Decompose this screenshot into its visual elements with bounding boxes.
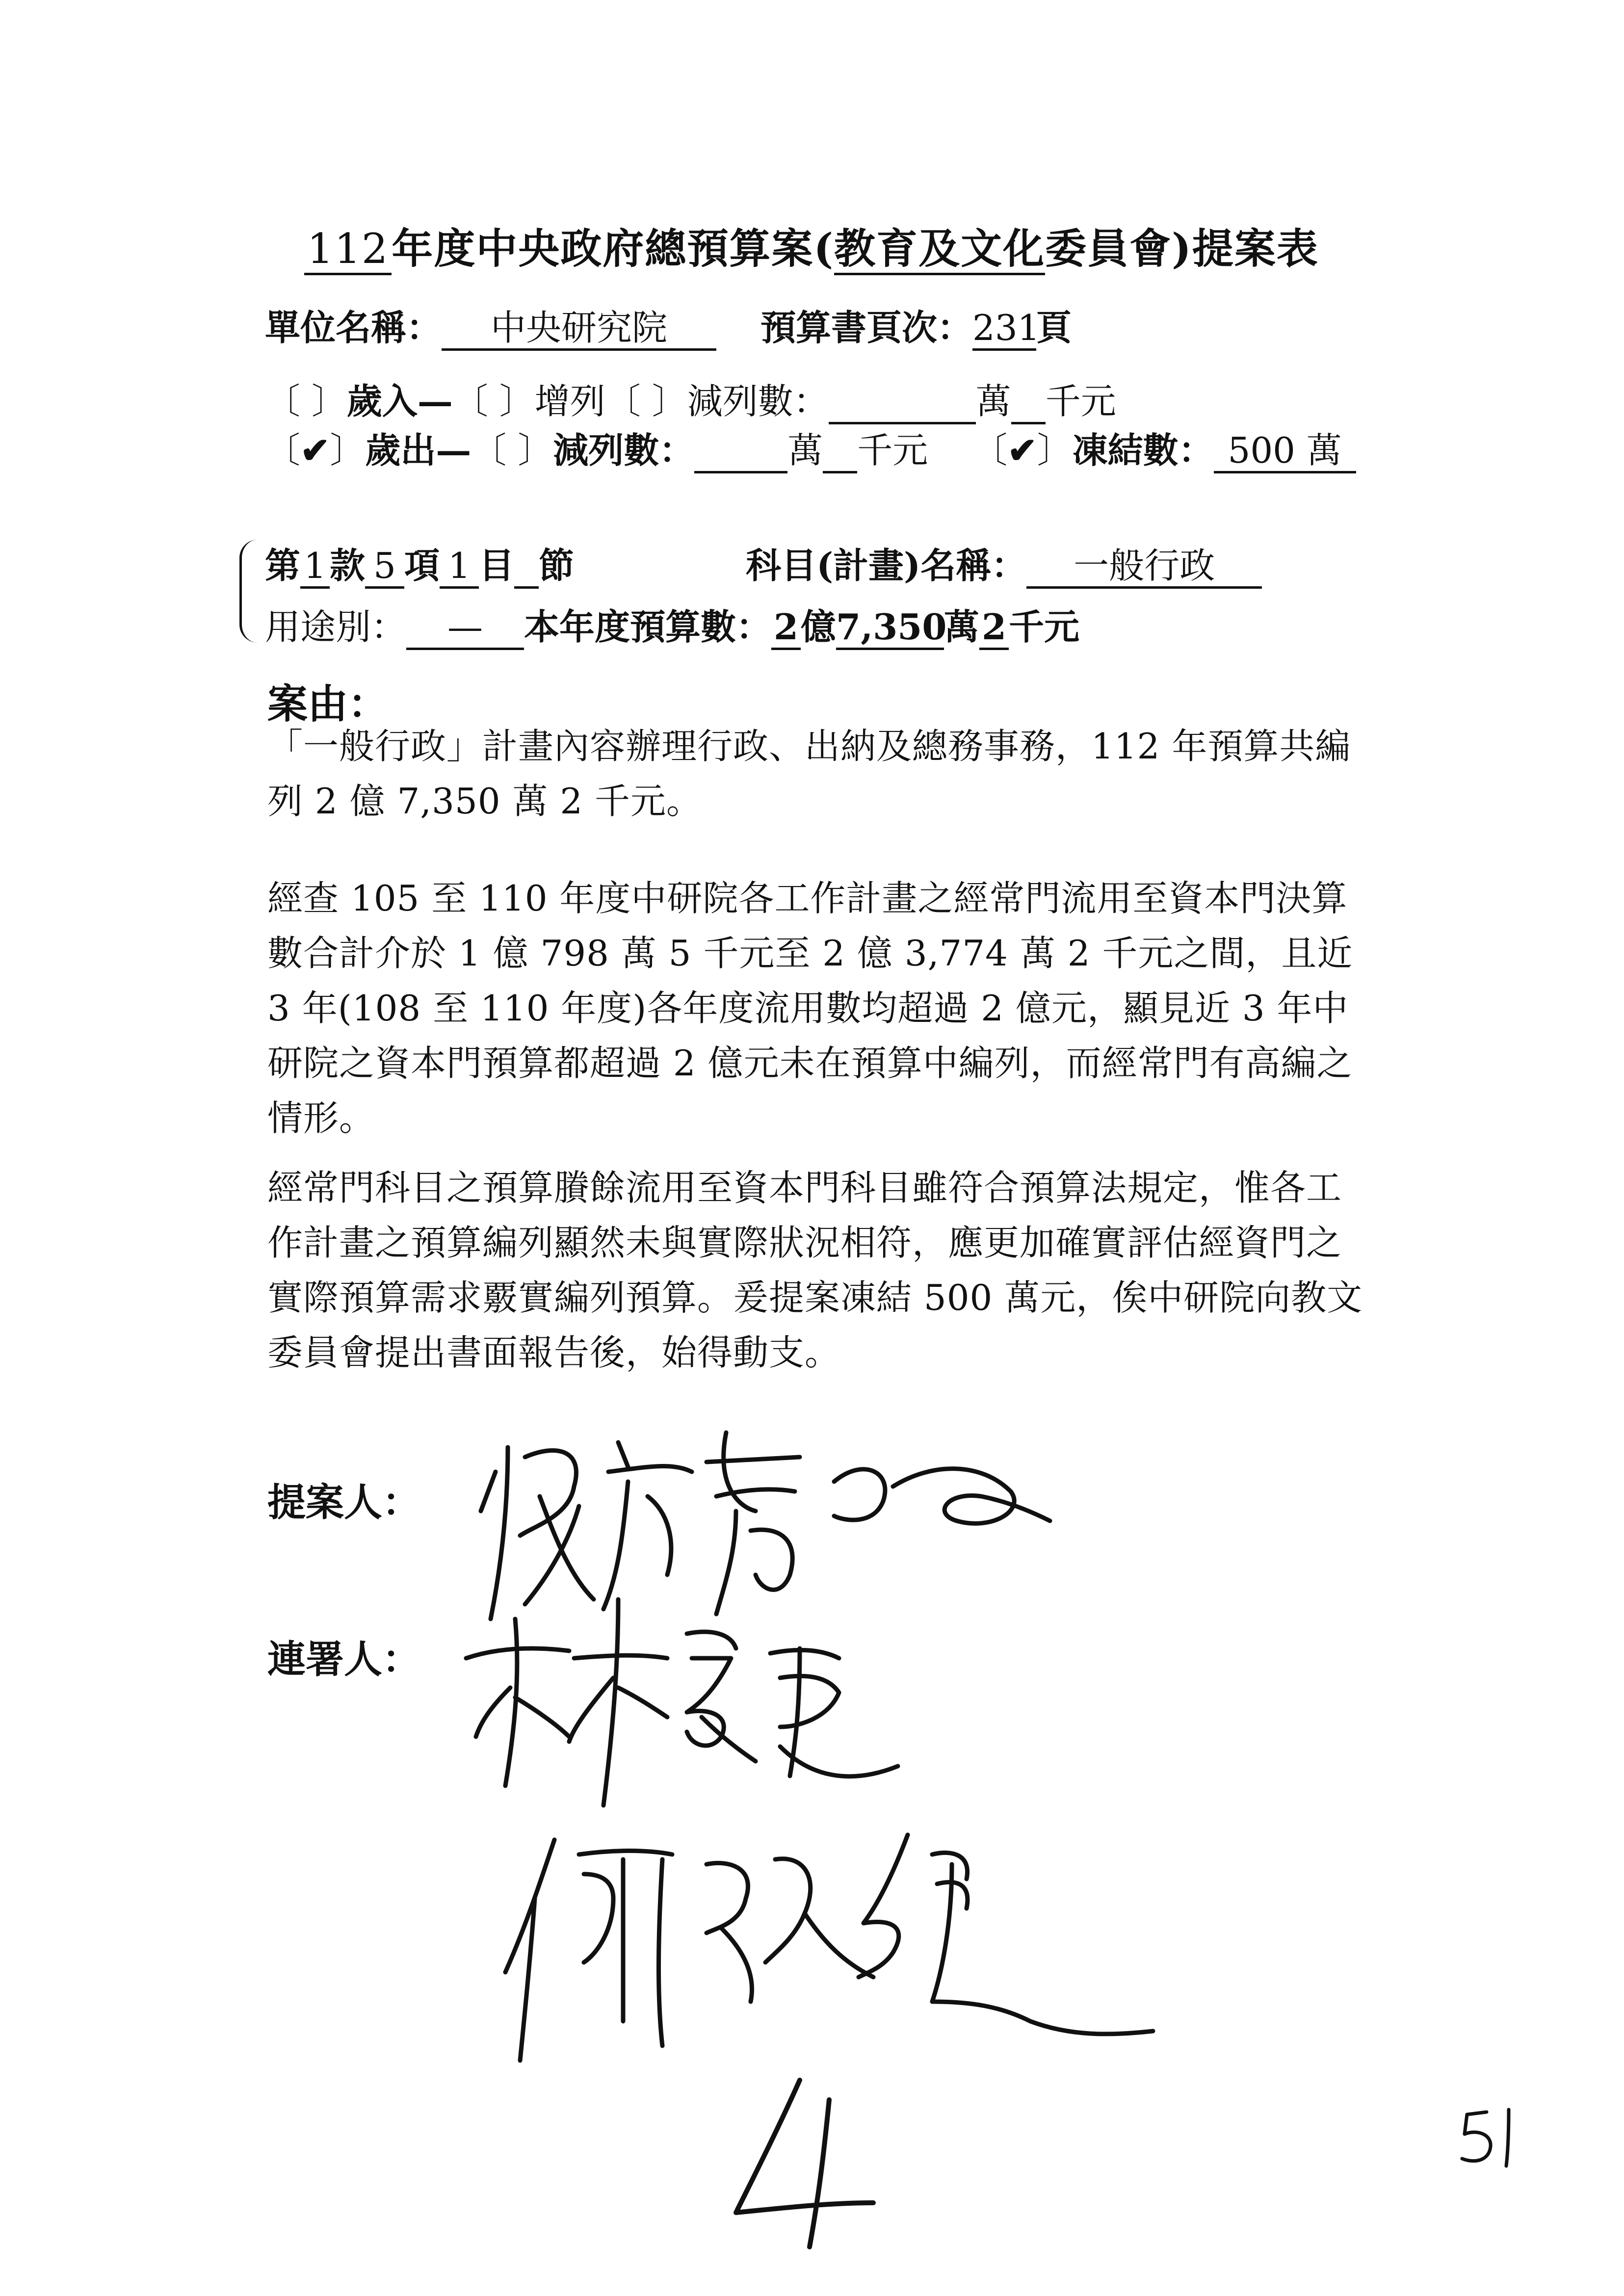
cosigner-signature-2 — [500, 1815, 1158, 2070]
expenditure-box-open: 〔 — [265, 430, 301, 471]
page-ref-label: 預算書頁次： — [760, 307, 973, 348]
revenue-wan-blank — [829, 381, 976, 424]
budget-qian: 2 — [979, 607, 1009, 650]
handwritten-page-number-glyph — [1457, 2105, 1526, 2168]
decrease-checkbox: 〔 〕 — [605, 381, 687, 422]
item-xiang-no: 5 — [365, 546, 404, 589]
item-kuan-no: 1 — [300, 546, 330, 589]
expenditure-decrease-checkbox: 〔 〕 — [471, 430, 553, 471]
expenditure-wan-blank — [694, 430, 787, 473]
proposer-label: 提案人： — [267, 1480, 421, 1525]
cosigner-signature-1 — [456, 1590, 922, 1815]
item-di: 第 — [265, 545, 301, 586]
expenditure-box-close: 〕 — [330, 430, 366, 471]
freeze-check-mark-icon: ✔ — [1007, 429, 1037, 471]
freeze-label: 凍結數： — [1072, 429, 1214, 471]
increase-label: 增列 — [534, 381, 605, 422]
expenditure-qian-unit: 千元 — [857, 430, 928, 471]
expenditure-label: 歲出— — [365, 429, 471, 471]
title-prefix: 年度中央政府總預算案( — [392, 224, 835, 273]
cosigner-label: 連署人： — [267, 1637, 421, 1682]
handwritten-number — [726, 2070, 883, 2257]
item-jie: 節 — [539, 545, 575, 586]
handwritten-four-glyph — [726, 2070, 883, 2257]
title-committee: 教育及文化 — [834, 224, 1045, 275]
page-ref-value: 231 — [972, 308, 1036, 351]
budget-wan: 7,350 — [836, 607, 944, 650]
check-mark-icon: ✔ — [300, 429, 330, 471]
unit-value: 中央研究院 — [442, 308, 716, 351]
page-number — [1457, 2105, 1526, 2168]
item-kuan: 款 — [330, 545, 366, 586]
budget-qian-unit: 千元 — [1009, 606, 1080, 648]
reason-paragraph-1: 「一般行政」計畫內容辦理行政、出納及總務事務，112 年預算共編列 2 億 7,350 萬 2 千元。 — [267, 726, 1351, 822]
revenue-qian-unit: 千元 — [1045, 381, 1116, 422]
item-mu-no: 1 — [440, 546, 479, 589]
freeze-value: 500 萬 — [1214, 430, 1356, 473]
unit-row — [265, 299, 1072, 351]
item-jie-blank — [514, 546, 539, 589]
item-xiang: 項 — [404, 545, 440, 586]
revenue-decrease-label: 減列數： — [687, 381, 829, 422]
budget-label: 本年度預算數： — [524, 606, 772, 648]
freeze-box-open: 〔 — [972, 430, 1008, 471]
revenue-checkbox: 〔 〕 — [265, 381, 347, 422]
revenue-label: 歲入— — [346, 380, 453, 422]
revenue-qian-blank — [1011, 381, 1046, 424]
reason-paragraph-3: 經常門科目之預算賸餘流用至資本門科目雖符合預算法規定，惟各工作計畫之預算編列顯然未與實際狀況相符，應更加確實評估經資門之實際預算需求覈實編列預算。爰提案凍結 500 萬元，俟中研院向教文委員會提出書面報告後，始得動支。 — [267, 1167, 1363, 1373]
page-ref-suffix: 頁 — [1036, 307, 1072, 348]
expenditure-decrease-label: 減列數： — [553, 429, 695, 471]
form-title — [304, 216, 1319, 275]
handwritten-number-text — [726, 2070, 727, 2071]
purpose-budget-row — [265, 599, 1079, 650]
title-suffix: 委員會)提案表 — [1045, 224, 1319, 273]
increase-checkbox: 〔 〕 — [452, 381, 535, 422]
item-brace — [239, 540, 258, 643]
title-year: 112 — [304, 225, 392, 275]
expenditure-qian-blank — [823, 430, 857, 473]
revenue-wan-unit: 萬 — [975, 381, 1011, 422]
subject-value: 一般行政 — [1026, 546, 1262, 589]
freeze-box-close: 〕 — [1037, 430, 1073, 471]
budget-item-row — [265, 537, 1262, 589]
subject-label: 科目(計畫)名稱： — [746, 545, 1027, 586]
reason-paragraph-2: 經查 105 至 110 年度中研院各工作計畫之經常門流用至資本門決算數合計介於 1 億 798 萬 5 千元至 2 億 3,774 萬 2 千元之間，且近 3 年(108 至 110 年度)各年度流用數均超過 2 億元，顯見近 3 年中研院之資本門預算都超過 2 億元未在預算中編列，而經常門有高編之情形。 — [267, 878, 1353, 1139]
purpose-label: 用途別： — [265, 606, 407, 648]
item-mu: 目 — [479, 545, 515, 586]
budget-yi-unit: 億 — [801, 606, 837, 648]
purpose-value: — — [406, 607, 524, 650]
revenue-row — [265, 373, 1116, 424]
unit-label: 單位名稱： — [265, 307, 442, 348]
budget-wan-unit: 萬 — [944, 606, 980, 648]
reason-heading: 案由： — [267, 680, 389, 728]
expenditure-row — [265, 422, 1356, 473]
expenditure-wan-unit: 萬 — [787, 430, 823, 471]
budget-yi: 2 — [771, 607, 801, 650]
